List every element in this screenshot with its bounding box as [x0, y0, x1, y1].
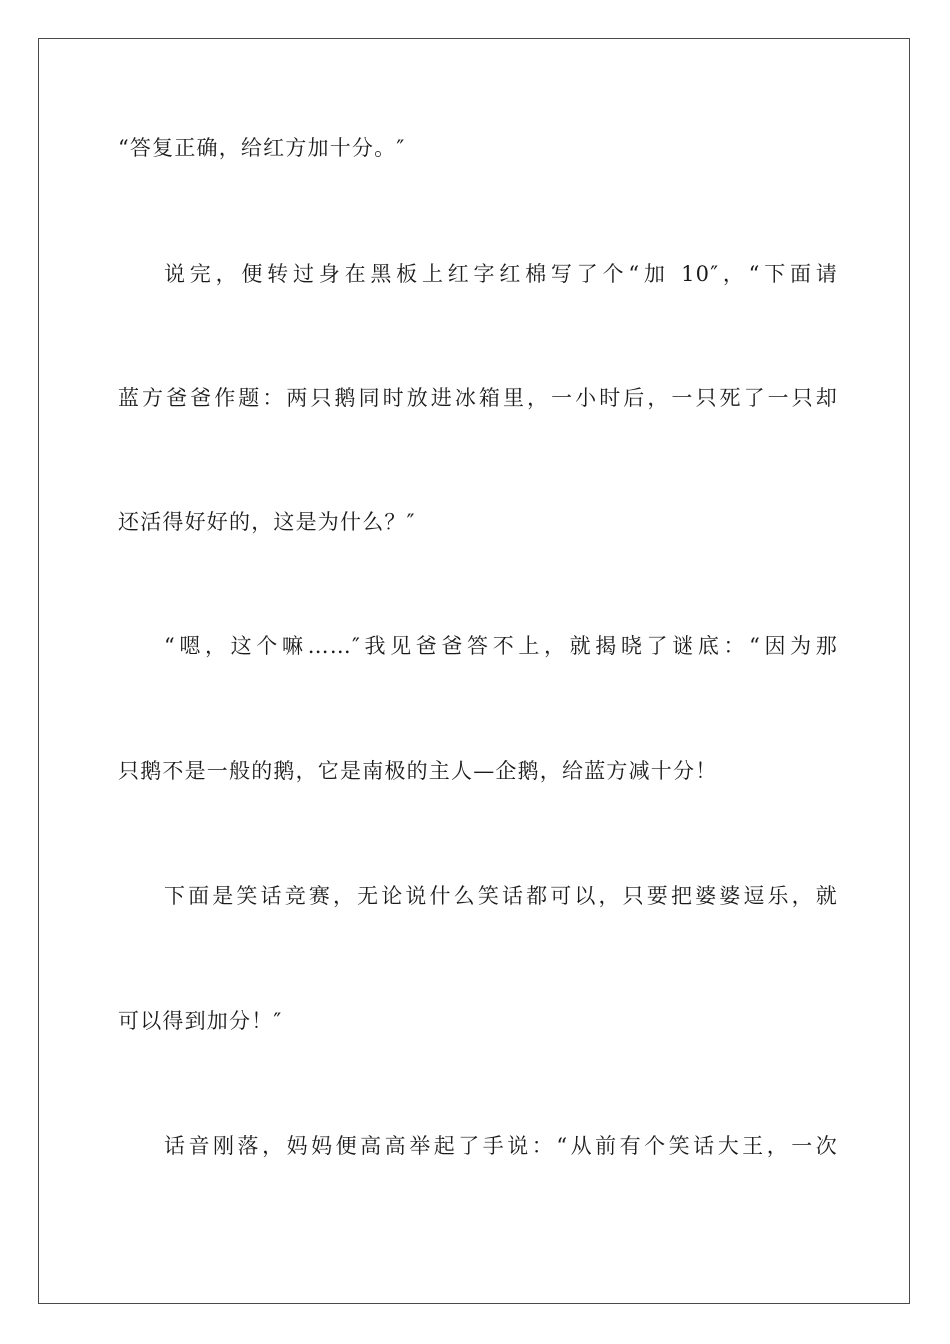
- text-line: 还活得好好的，这是为什么？″: [118, 510, 416, 534]
- paragraph-start-line: 话音刚落，妈妈便高高举起了手说：“从前有个笑话大王，一次: [164, 1134, 838, 1158]
- page-border: [38, 38, 910, 1304]
- text-line: 只鹅不是一般的鹅，它是南极的主人—企鹅，给蓝方减十分！: [118, 759, 718, 783]
- paragraph-start-line: 下面是笑话竞赛，无论说什么笑话都可以，只要把婆婆逗乐，就: [164, 884, 838, 908]
- text-line: “答复正确，给红方加十分。″: [118, 136, 406, 160]
- paragraph-start-line: 说完，便转过身在黑板上红字红棉写了个“加 10″，“下面请: [164, 262, 838, 286]
- text-line: 蓝方爸爸作题：两只鹅同时放进冰箱里，一小时后，一只死了一只却: [118, 386, 838, 410]
- text-line: 可以得到加分！″: [118, 1009, 283, 1033]
- paragraph-start-line: “嗯，这个嘛……″我见爸爸答不上，就揭晓了谜底：“因为那: [164, 634, 838, 658]
